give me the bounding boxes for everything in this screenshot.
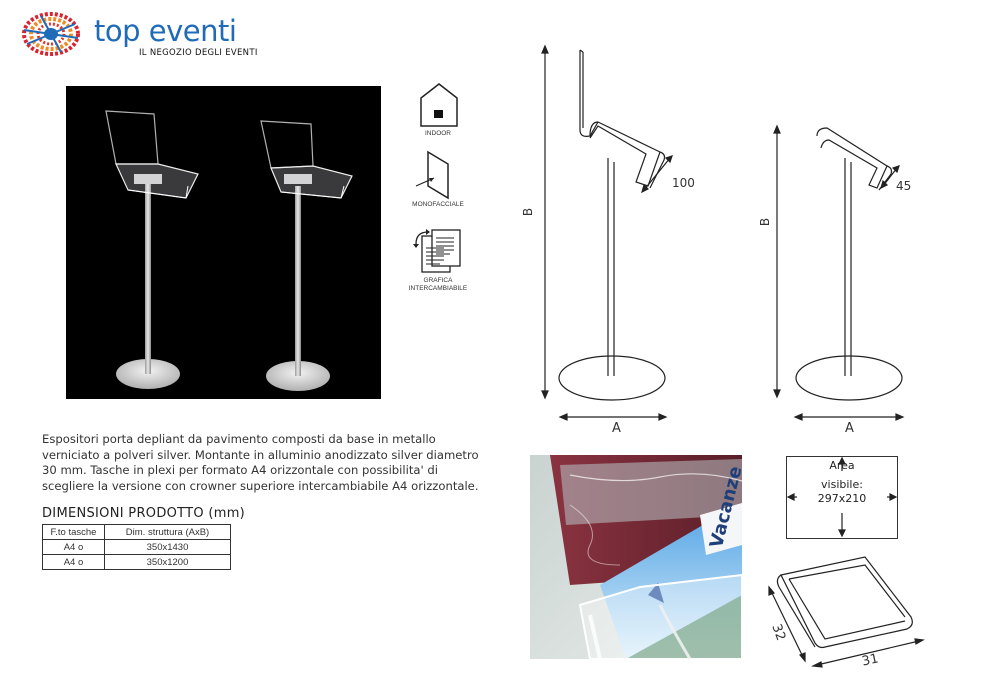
cell-size: 350x1200: [105, 555, 231, 570]
feature-monofacciale: [414, 150, 464, 200]
depth-label-left: 100: [672, 176, 695, 190]
feature-grafica-label-1: GRAFICA: [423, 277, 453, 284]
table-header-row: [43, 525, 231, 540]
floor-stands-photo: [66, 86, 381, 399]
feature-grafica: [412, 226, 464, 274]
brochure-pocket-photo: [530, 455, 742, 659]
sunburst-logo-icon: [20, 10, 82, 58]
pocket-drawing: [765, 555, 930, 675]
house-icon: [417, 80, 461, 128]
drawing-with-crowner: [510, 40, 730, 440]
visible-area-label: [786, 459, 898, 505]
height-label-left: B: [521, 207, 536, 217]
table-row: [43, 540, 231, 555]
drawing-without-crowner: [755, 110, 925, 440]
cell-format: A4 o: [43, 555, 105, 570]
pocket-side-label: 32: [768, 622, 789, 643]
brand-tagline: IL NEGOZIO DEGLI EVENTI: [139, 48, 258, 58]
brand-name: top eventi: [94, 14, 237, 48]
header-structure-size: Dim. struttura (AxB): [105, 525, 231, 540]
feature-indoor: [417, 80, 461, 128]
depth-label-right: 45: [896, 179, 912, 193]
width-label-right: A: [845, 421, 854, 436]
area-line-2: visibile:: [821, 478, 863, 491]
document-swap-icon: [412, 226, 464, 274]
pocket-front-label: 31: [860, 651, 880, 670]
table-row: [43, 555, 231, 570]
brochure-title: Vacanze: [706, 464, 747, 551]
feature-indoor-label: INDOOR: [425, 130, 451, 137]
cell-format: A4 o: [43, 540, 105, 555]
height-label-right: B: [758, 217, 773, 227]
product-photo: [66, 86, 381, 399]
cell-size: 350x1430: [105, 540, 231, 555]
feature-grafica-label-2: INTERCAMBIABILE: [408, 285, 468, 292]
product-description: Espositori porta depliant da pavimento composti da base in metallo verniciato a polveri silver. Montante in alluminio anodizzato silver diametro 30 mm. Tasche in plexi per formato A4 orizzontale con possibilita' di scegliere la versione con crowner superiore intercambiabile A4 orizzontale.: [42, 432, 479, 493]
dimensions-title: DIMENSIONI PRODOTTO (mm): [42, 506, 246, 521]
panel-icon: [414, 150, 464, 200]
area-line-3: 297x210: [817, 492, 867, 505]
feature-monofacciale-label: MONOFACCIALE: [412, 201, 464, 208]
dimensions-table: [42, 524, 231, 570]
area-line-1: Area: [829, 459, 855, 472]
header-pocket-format: F.to tasche: [43, 525, 105, 540]
width-label-left: A: [612, 421, 621, 436]
brochure-photo: [530, 455, 747, 659]
